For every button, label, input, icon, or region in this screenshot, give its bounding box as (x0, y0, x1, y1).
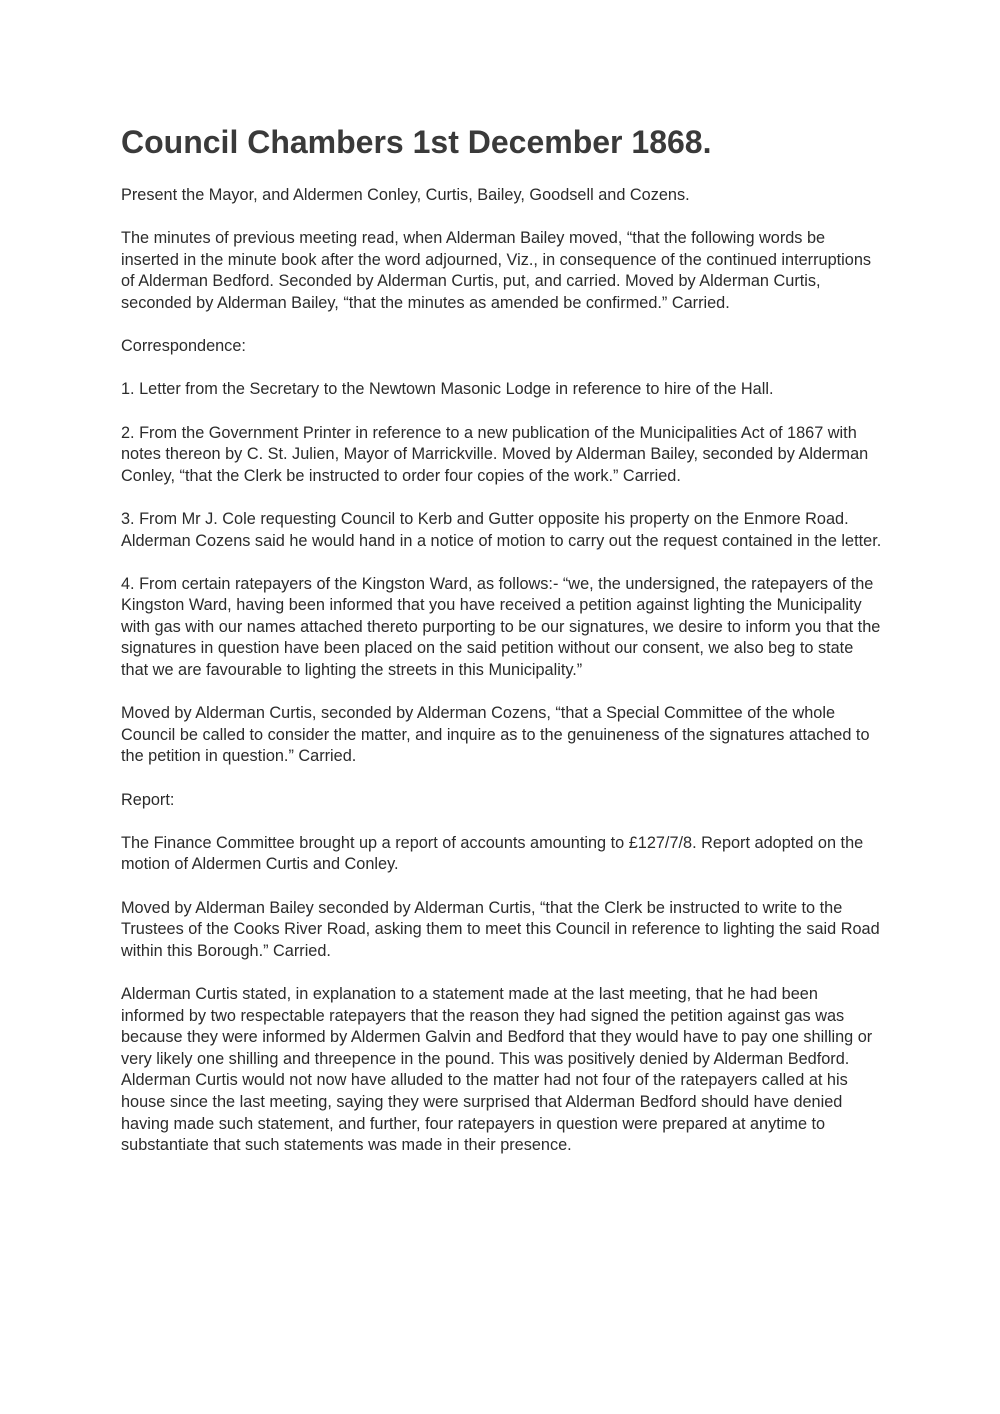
document-page (121, 122, 883, 1178)
curtis-statement-paragraph: Alderman Curtis stated, in explanation to a statement made at the last meeting, that he had been informed by two respectable ratepayers that the reason they had signed the petition against gas was because they were informed by Aldermen Galvin and Bedford that they would have to pay one shilling or very likely one shilling and threepence in the pound. This was positively denied by Alderman Bedford. Alderman Curtis would not now have alluded to the matter had not four of the ratepayers called at his house since the last meeting, saying they were surprised that Alderman Bedford should have denied having made such statement, and further, four ratepayers in question were prepared at anytime to substantiate that such statements was made in their presence. (121, 984, 873, 1155)
cooks-river-road-motion: Moved by Alderman Bailey seconded by Alderman Curtis, “that the Clerk be instructed to write to the Trustees of the Cooks River Road, asking them to meet this Council in reference to lighting the said Road within this Borough.” Carried. (121, 898, 880, 960)
finance-report-paragraph: The Finance Committee brought up a report of accounts amounting to £127/7/8. Report adopted on the motion of Aldermen Curtis and Conley. (121, 833, 864, 874)
correspondence-item-3: 3. From Mr J. Cole requesting Council to Kerb and Gutter opposite his property on the Enmore Road. Alderman Cozens said he would hand in a notice of motion to carry out the request contained in the letter. (121, 509, 882, 550)
correspondence-item-1: 1. Letter from the Secretary to the Newtown Masonic Lodge in reference to hire of the Hall. (121, 380, 774, 399)
correspondence-heading: Correspondence: (121, 337, 246, 356)
attendance-paragraph: Present the Mayor, and Aldermen Conley, Curtis, Bailey, Goodsell and Cozens. (121, 186, 690, 204)
correspondence-item-2: 2. From the Government Printer in reference to a new publication of the Municipalities Act of 1867 with notes thereon by C. St. Julien, Mayor of Marrickville. Moved by Alderman Bailey, seconded by Alderman Conley, “that the Clerk be instructed to order four copies of the work.” Carried. (121, 423, 869, 485)
minutes-paragraph: The minutes of previous meeting read, when Alderman Bailey moved, “that the following words be inserted in the minute book after the word adjourned, Viz., in consequence of the continued interruptions of Alderman Bedford. Seconded by Alderman Curtis, put, and carried. Moved by Alderman Curtis, seconded by Alderman Bailey, “that the minutes as amended be confirmed.” Carried. (121, 229, 872, 312)
correspondence-item-4: 4. From certain ratepayers of the Kingston Ward, as follows:- “we, the undersigned, the ratepayers of the Kingston Ward, having been informed that you have received a petition against lighting the Municipality with gas with our names attached thereto purporting to be our signatures, we desire to inform you that the signatures in question have been placed on the said petition without our consent, we also beg to state that we are favourable to lighting the streets in this Municipality.” (121, 574, 881, 680)
special-committee-motion: Moved by Alderman Curtis, seconded by Alderman Cozens, “that a Special Committee of the whole Council be called to consider the matter, and inquire as to the genuineness of the signatures attached to the petition in question.” Carried. (121, 704, 870, 766)
page-title: Council Chambers 1st December 1868. (121, 124, 712, 160)
report-heading: Report: (121, 790, 175, 809)
